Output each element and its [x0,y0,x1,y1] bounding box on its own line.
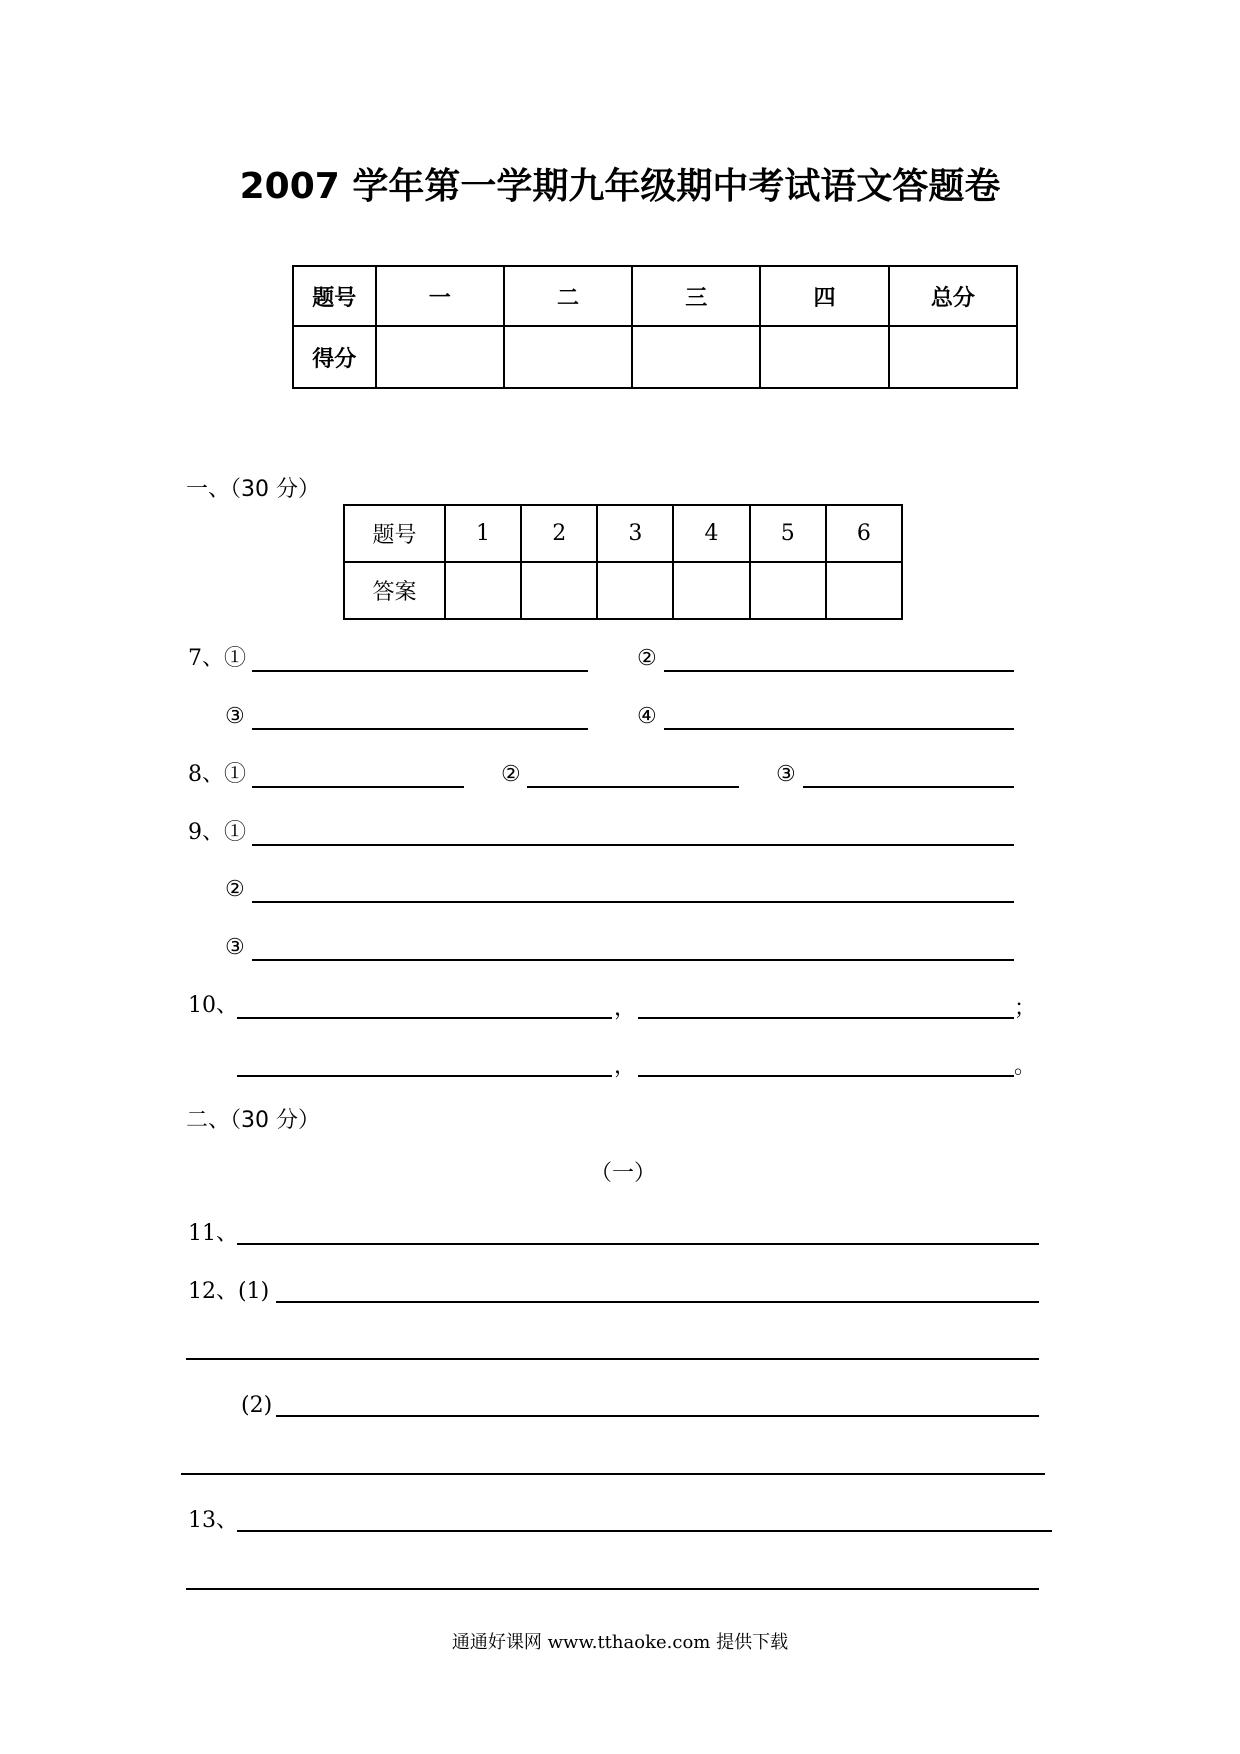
answer-line[interactable] [527,786,739,788]
q9-2-label: ② [225,877,245,902]
answer-line[interactable] [181,1473,1045,1475]
q13-label: 13、 [188,1508,238,1533]
answer-label: 答案 [344,562,445,619]
answer-line[interactable] [252,786,464,788]
score-cell[interactable] [889,326,1017,388]
answer-line[interactable] [638,1075,1014,1077]
answer-line[interactable] [252,728,588,730]
answer-line[interactable] [237,1243,1039,1245]
answer-header-qnum: 题号 [344,505,445,562]
q10-period: 。 [1014,1054,1037,1079]
answer-line[interactable] [638,1017,1014,1019]
score-header-1: 一 [376,266,504,326]
section2-subheading: （一） [590,1161,657,1186]
answer-line[interactable] [252,959,1014,961]
score-cell[interactable] [760,326,888,388]
answer-line[interactable] [237,1017,612,1019]
score-header-2: 二 [504,266,632,326]
answer-line[interactable] [186,1588,1039,1590]
answer-line[interactable] [276,1415,1039,1417]
score-header-qnum: 题号 [293,266,376,326]
score-header-3: 三 [632,266,760,326]
answer-line[interactable] [803,786,1014,788]
score-cell[interactable] [504,326,632,388]
answer-cell[interactable] [521,562,597,619]
answer-cell[interactable] [750,562,826,619]
q8-3-label: ③ [776,762,796,787]
q7-2-label: ② [637,646,657,671]
answer-line[interactable] [664,670,1014,672]
answer-line[interactable] [252,844,1014,846]
q12-2-label: (2) [241,1393,273,1418]
answer-line[interactable] [276,1301,1039,1303]
score-cell[interactable] [376,326,504,388]
answer-header-6: 6 [826,505,902,562]
q7-3-label: ③ [225,704,245,729]
answer-header-5: 5 [750,505,826,562]
answer-line[interactable] [252,901,1014,903]
q7-4-label: ④ [637,704,657,729]
q10-comma: ， [614,996,637,1021]
q12-label: 12、(1) [188,1279,270,1304]
q9-label: 9、① [188,820,246,845]
score-cell[interactable] [632,326,760,388]
q10-label: 10、 [188,993,238,1018]
q10-semicolon: ； [1014,996,1037,1021]
answer-header-2: 2 [521,505,597,562]
score-label: 得分 [293,326,376,388]
answer-line[interactable] [237,1075,612,1077]
page-footer: 通通好课网 www.tthaoke.com 提供下载 [451,1632,789,1653]
q9-3-label: ③ [225,935,245,960]
q7-label: 7、① [188,646,246,671]
section1-heading: 一、（30 分） [186,477,320,502]
q8-2-label: ② [501,762,521,787]
answer-line[interactable] [664,728,1014,730]
answer-line[interactable] [237,1530,1052,1532]
section2-heading: 二、（30 分） [186,1108,320,1133]
answer-cell[interactable] [826,562,902,619]
q10-comma-2: ， [614,1054,637,1079]
answer-table [343,504,903,620]
answer-header-4: 4 [673,505,749,562]
score-header-4: 四 [760,266,888,326]
answer-header-1: 1 [445,505,521,562]
answer-header-3: 3 [597,505,673,562]
answer-cell[interactable] [673,562,749,619]
score-header-total: 总分 [889,266,1017,326]
page-title: 2007 学年第一学期九年级期中考试语文答题卷 [239,166,1001,207]
answer-cell[interactable] [597,562,673,619]
answer-line[interactable] [252,670,588,672]
q11-label: 11、 [188,1221,238,1246]
answer-line[interactable] [186,1358,1039,1360]
answer-cell[interactable] [445,562,521,619]
q8-label: 8、① [188,762,246,787]
score-table [292,265,1018,389]
